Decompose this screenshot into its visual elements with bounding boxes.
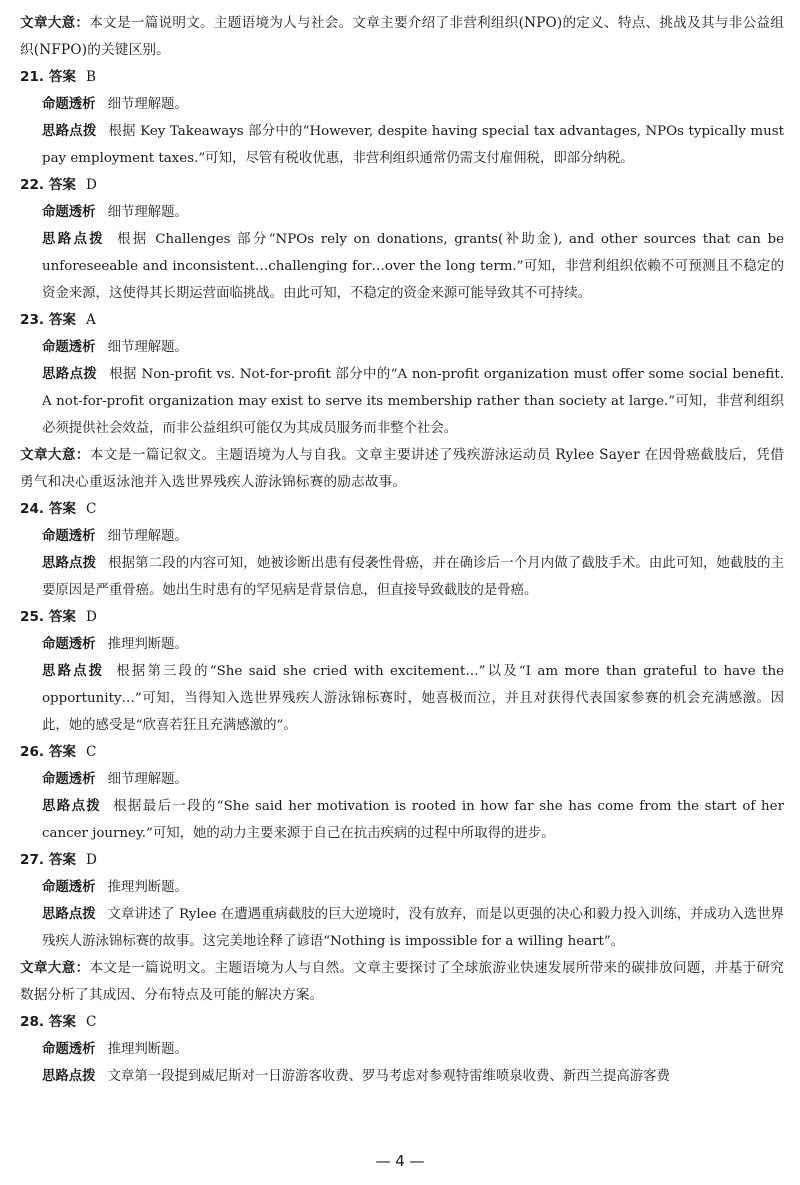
summary-text: 本文是一篇说明文。主题语境为人与自然。文章主要探讨了全球旅游业快速发展所带来的碳排放问题，并基于研究数据分析了其成因、分布特点及可能的解决方案。	[20, 960, 785, 1003]
question-header	[20, 64, 784, 91]
question-header	[20, 847, 784, 874]
hint-label: 思路点拨	[42, 1069, 96, 1084]
analysis-text: 细节理解题。	[107, 97, 188, 112]
summary-label: 文章大意：	[20, 960, 90, 976]
question-number: 25. 答案	[20, 609, 77, 625]
question-answer: C	[86, 744, 97, 760]
question-number: 24. 答案	[20, 501, 77, 517]
analysis-label: 命题透析	[42, 205, 96, 220]
hint-label: 思路点拨	[42, 367, 98, 382]
question-answer: D	[86, 852, 97, 868]
hint-label: 思路点拨	[42, 799, 102, 814]
hint-text: 文章第一段提到威尼斯对一日游游客收费、罗马考虑对参观特雷维喷泉收费、新西兰提高游客费	[107, 1069, 670, 1084]
question-answer: C	[86, 501, 97, 517]
hint-label: 思路点拨	[42, 232, 106, 247]
hint-paragraph	[20, 793, 784, 847]
question-answer: D	[86, 609, 97, 625]
article-summary	[20, 955, 784, 1009]
hint-paragraph	[20, 361, 784, 442]
question-header	[20, 1009, 784, 1036]
analysis-text: 推理判断题。	[107, 1042, 188, 1057]
page-number: — 4 —	[375, 1152, 425, 1170]
question-answer: C	[86, 1014, 97, 1030]
question-number: 28. 答案	[20, 1014, 77, 1030]
hint-label: 思路点拨	[42, 556, 97, 571]
hint-text: 根据第三段的“She said she cried with excitement…”以及“I am more than grateful to have the opportunity…”可知，当得知入选世界残疾人游泳锦标赛时，她喜极而泣，并且对获得代表国家参赛的机会充满感激。因此，她的感受是“欣喜若狂且充满感激的”。	[42, 664, 784, 733]
summary-label: 文章大意：	[20, 15, 90, 31]
hint-paragraph	[20, 118, 784, 172]
question-header	[20, 496, 784, 523]
analysis-line	[20, 199, 784, 226]
analysis-label: 命题透析	[42, 880, 96, 895]
analysis-text: 细节理解题。	[107, 205, 188, 220]
analysis-label: 命题透析	[42, 97, 96, 112]
question-header	[20, 604, 784, 631]
analysis-line	[20, 631, 784, 658]
analysis-text: 细节理解题。	[107, 529, 188, 544]
question-number: 26. 答案	[20, 744, 77, 760]
hint-text: 根据 Non-profit vs. Not-for-profit 部分中的“A non-profit organization must offer some social benefit. A not-for-profit organization may exist to serve its membership rather than society at large.”可知，非营利组织必须提供社会效益，而非公益组织可能仅为其成员服务而非整个社会。	[42, 367, 784, 436]
hint-paragraph	[20, 658, 784, 739]
hint-paragraph	[20, 550, 784, 604]
hint-paragraph	[20, 226, 784, 307]
hint-text: 文章讲述了 Rylee 在遭遇重病截肢的巨大逆境时，没有放弃，而是以更强的决心和毅力投入训练，并成功入选世界残疾人游泳锦标赛的故事。这完美地诠释了谚语“Nothing is impossible for a willing heart”。	[42, 907, 784, 949]
question-answer: A	[86, 312, 96, 328]
analysis-text: 推理判断题。	[107, 637, 188, 652]
article-summary	[20, 442, 784, 496]
analysis-label: 命题透析	[42, 340, 96, 355]
analysis-label: 命题透析	[42, 1042, 96, 1057]
analysis-text: 推理判断题。	[107, 880, 188, 895]
analysis-line	[20, 874, 784, 901]
question-number: 22. 答案	[20, 177, 77, 193]
question-header	[20, 307, 784, 334]
analysis-line	[20, 91, 784, 118]
question-answer: D	[86, 177, 97, 193]
summary-label: 文章大意：	[20, 447, 90, 463]
question-answer: B	[86, 69, 97, 85]
article-summary	[20, 10, 784, 64]
question-header	[20, 739, 784, 766]
analysis-label: 命题透析	[42, 772, 96, 787]
hint-paragraph	[20, 901, 784, 955]
answer-key-page	[20, 10, 784, 1090]
hint-label: 思路点拨	[42, 664, 105, 679]
summary-text: 本文是一篇说明文。主题语境为人与社会。文章主要介绍了非营利组织(NPO)的定义、特点、挑战及其与非公益组织(NFPO)的关键区别。	[20, 15, 784, 58]
hint-text: 根据 Challenges 部分“NPOs rely on donations, grants(补助金), and other sources that can be unforeseeable and inconsistent…challenging for…over the long term.”可知，非营利组织依赖不可预测且不稳定的资金来源，这使得其长期运营面临挑战。由此可知，不稳定的资金来源可能导致其不可持续。	[42, 232, 784, 301]
hint-label: 思路点拨	[42, 124, 97, 139]
hint-text: 根据第二段的内容可知，她被诊断出患有侵袭性骨癌，并在确诊后一个月内做了截肢手术。由此可知，她截肢的主要原因是严重骨癌。她出生时患有的罕见病是背景信息，但直接导致截肢的是骨癌。	[42, 556, 785, 598]
summary-text: 本文是一篇记叙文。主题语境为人与自我。文章主要讲述了残疾游泳运动员 Rylee Sayer 在因骨癌截肢后，凭借勇气和决心重返泳池并入选世界残疾人游泳锦标赛的励志故事。	[20, 447, 784, 490]
analysis-label: 命题透析	[42, 529, 96, 544]
analysis-line	[20, 334, 784, 361]
hint-paragraph	[20, 1063, 784, 1090]
analysis-line	[20, 523, 784, 550]
question-number: 21. 答案	[20, 69, 77, 85]
question-header	[20, 172, 784, 199]
analysis-text: 细节理解题。	[107, 772, 188, 787]
question-number: 23. 答案	[20, 312, 77, 328]
analysis-line	[20, 1036, 784, 1063]
hint-text: 根据 Key Takeaways 部分中的“However, despite having special tax advantages, NPOs typically must pay employment taxes.”可知，尽管有税收优惠，非营利组织通常仍需支付雇佣税，即部分纳税。	[42, 124, 784, 166]
analysis-label: 命题透析	[42, 637, 96, 652]
hint-text: 根据最后一段的“She said her motivation is rooted in how far she has come from the start of her cancer journey.”可知，她的动力主要来源于自己在抗击疾病的过程中所取得的进步。	[42, 799, 784, 841]
analysis-text: 细节理解题。	[107, 340, 188, 355]
question-number: 27. 答案	[20, 852, 77, 868]
analysis-line	[20, 766, 784, 793]
hint-label: 思路点拨	[42, 907, 96, 922]
